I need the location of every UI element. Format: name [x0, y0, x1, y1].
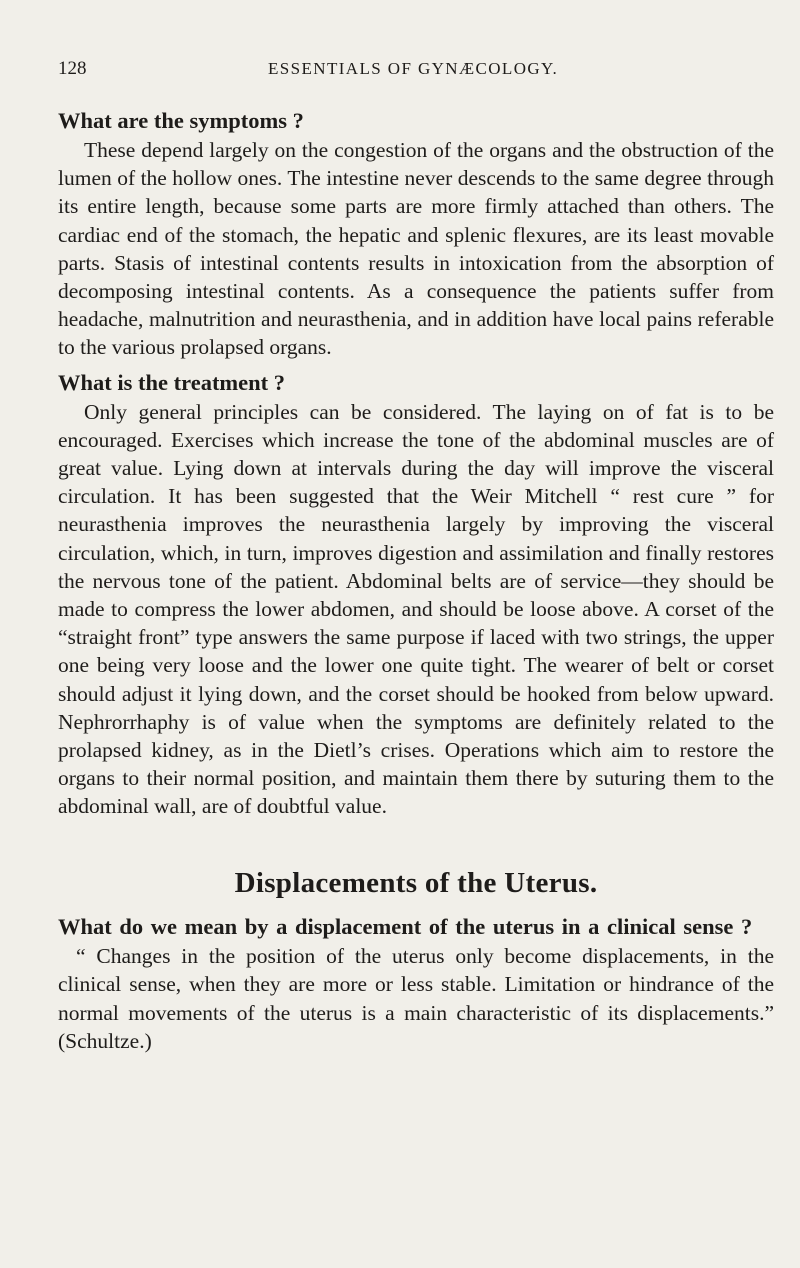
uterus-question: What do we mean by a displacement of the uterus in a clinical sense ? [58, 913, 753, 939]
treatment-question: What is the treatment ? [58, 369, 286, 395]
symptoms-question: What are the symptoms ? [58, 108, 304, 133]
symptoms-section [58, 106, 774, 362]
uterus-section [58, 912, 774, 1056]
treatment-section [58, 368, 774, 821]
section-heading: Displacements of the Uterus. [234, 866, 598, 899]
book-page [58, 58, 774, 1056]
running-header [58, 58, 774, 80]
page-number: 128 [58, 58, 87, 79]
treatment-answer: Only general principles can be considered. The laying on of fat is to be encouraged. Exercises which increase the tone of the abdominal muscles are of great value. Lying down at intervals during the day will improve the visceral circulation. It has been suggested that the Weir Mitchell “ rest cure ” for neurasthenia improves the neurasthenia largely by improving the visceral circulation, which, in turn, improves digestion and assimilation and finally restores the nervous tone of the patient. Abdominal belts are of service—they should be made to compress the lower abdomen, and should be loose above. A corset of the “straight front” type answers the same purpose if laced with two strings, the upper one being very loose and the lower one quite tight. The wearer of belt or corset should adjust it lying down, and the corset should be hooked from below upward. Nephrorrhaphy is of value when the symptoms are definitely related to the prolapsed kidney, as in the Dietl’s crises. Operations which aim to restore the organs to their normal position, and maintain them there by suturing them to the abdominal wall, are of doubtful value. [58, 399, 774, 819]
uterus-answer: “ Changes in the position of the uterus only become displacements, in the clinical sense, when they are more or less stable. Limitation or hindrance of the normal movements of the uterus is a main characteristic of its displacements.” (Schultze.) [58, 943, 774, 1054]
running-title: ESSENTIALS OF GYNÆCOLOGY. [268, 59, 559, 78]
symptoms-answer: These depend largely on the congestion of the organs and the obstruction of the lumen of the hollow ones. The intestine never descends to the same degree through its entire length, because some parts are more firmly attached than others. The cardiac end of the stomach, the hepatic and splenic flexures, are its least movable parts. Stasis of intestinal contents results in intoxication from the absorption of decomposing intestinal contents. As a consequence the patients suffer from headache, malnutrition and neurasthenia, and in addition have local pains referable to the various prolapsed organs. [58, 138, 774, 360]
